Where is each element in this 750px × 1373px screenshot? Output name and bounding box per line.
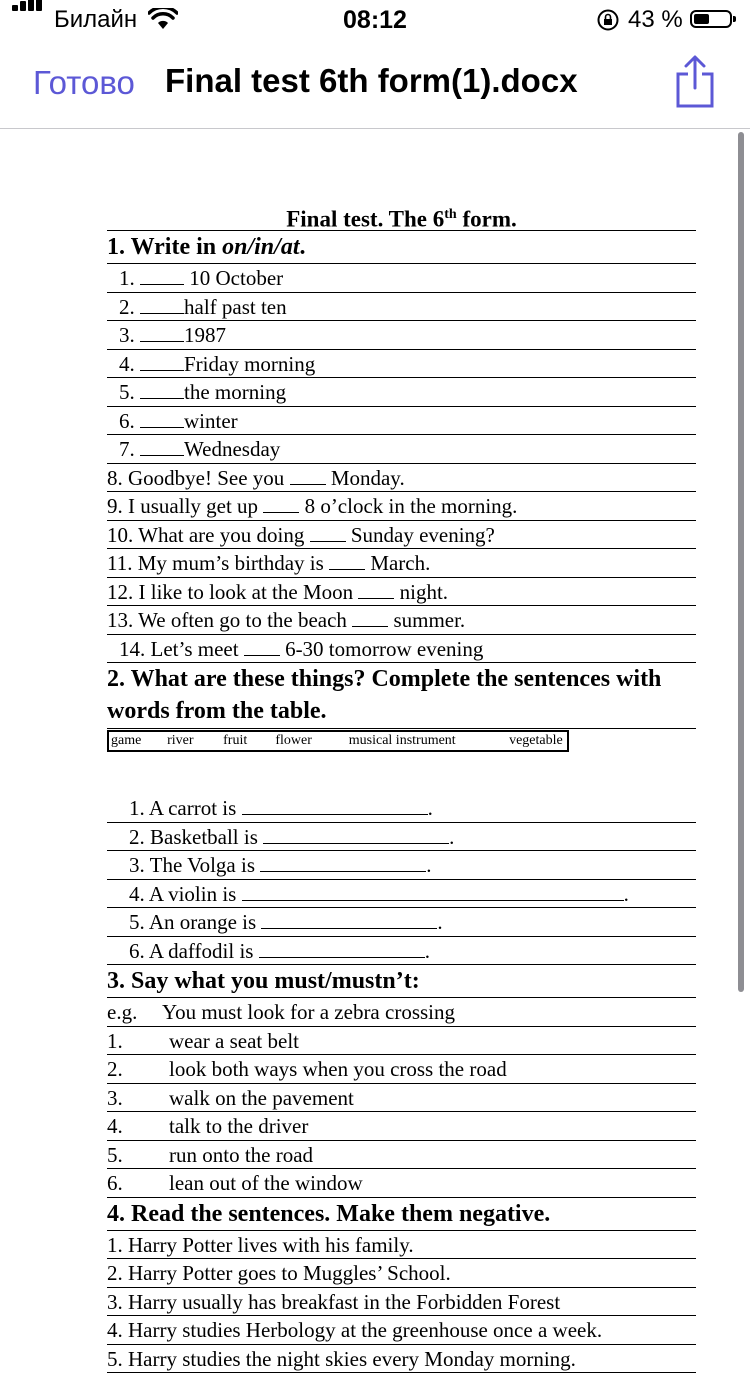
answer-blank[interactable]: [261, 909, 437, 929]
item-text: winter: [184, 409, 238, 433]
section-2-heading: 2. What are these things? Complete the sentences with words from the table.: [107, 663, 696, 729]
document-title: Final test 6th form(1).docx: [165, 62, 578, 100]
word-table: [107, 730, 569, 752]
doc-title: Final test. The 6th form.: [107, 199, 696, 231]
exercise-1-sentence: [107, 521, 696, 550]
section-1-heading: 1. Write in on/in/at.: [107, 231, 696, 264]
item-number: 1.: [119, 266, 135, 290]
item-period: .: [425, 939, 430, 963]
battery-icon: [690, 10, 732, 28]
carrier-name: Билайн: [54, 6, 137, 34]
exercise-4-item: 4. Harry studies Herbology at the greenhouse once a week.: [107, 1316, 696, 1345]
word-table-cell: fruit: [221, 732, 273, 750]
exercise-1-sentence: [107, 492, 696, 521]
exercise-2-item: [107, 908, 696, 937]
item-period: .: [426, 853, 431, 877]
item-number: 7.: [119, 437, 135, 461]
word-table-cell: musical instrument: [347, 732, 507, 750]
navigation-bar: [0, 40, 750, 129]
answer-blank[interactable]: [244, 636, 280, 656]
answer-blank[interactable]: [242, 881, 624, 901]
sentence-start: 14. Let’s meet: [119, 637, 244, 661]
sentence-start: 12. I like to look at the Moon: [107, 580, 358, 604]
item-text: the morning: [184, 380, 286, 404]
exercise-3-item: [107, 1027, 696, 1056]
sentence-end: summer.: [388, 608, 465, 632]
section-3-heading: 3. Say what you must/mustn’t:: [107, 965, 696, 998]
answer-blank[interactable]: [352, 607, 388, 627]
sentence-end: Monday.: [326, 466, 405, 490]
battery-percentage: 43 %: [628, 6, 683, 34]
item-number: 6.: [107, 1170, 169, 1196]
sentence-start: 8. Goodbye! See you: [107, 466, 290, 490]
item-text: 1987: [184, 323, 226, 347]
word-table-cell: game: [109, 732, 165, 750]
exercise-1-sentence: [107, 464, 696, 493]
status-bar: [0, 0, 750, 40]
exercise-3-item: [107, 1112, 696, 1141]
exercise-1-item: [107, 435, 696, 464]
clock: 08:12: [0, 6, 750, 35]
answer-blank[interactable]: [263, 824, 449, 844]
item-text: 6. A daffodil is: [129, 939, 259, 963]
exercise-4-item: 5. Harry studies the night skies every Monday morning.: [107, 1345, 696, 1373]
exercise-1-item: [107, 293, 696, 322]
item-number: 5.: [119, 380, 135, 404]
section-4-heading: 4. Read the sentences. Make them negative.: [107, 1198, 696, 1231]
document-page: [107, 199, 696, 1373]
exercise-3-item: [107, 1169, 696, 1198]
exercise-4-item: 1. Harry Potter lives with his family.: [107, 1231, 696, 1260]
item-text: talk to the driver: [169, 1114, 308, 1138]
exercise-1-sentence: [107, 549, 696, 578]
exercise-4-item: 2. Harry Potter goes to Muggles’ School.: [107, 1259, 696, 1288]
answer-blank[interactable]: [140, 408, 184, 428]
item-number: 4.: [107, 1113, 169, 1139]
share-icon[interactable]: [672, 54, 718, 110]
item-number: 2.: [107, 1056, 169, 1082]
example-row: e.g. You must look for a zebra crossing: [107, 998, 696, 1027]
answer-blank[interactable]: [259, 938, 425, 958]
answer-blank[interactable]: [140, 379, 184, 399]
sentence-end: night.: [394, 580, 448, 604]
sentence-start: 10. What are you doing: [107, 523, 310, 547]
item-period: .: [449, 825, 454, 849]
item-text: Friday morning: [184, 352, 315, 376]
answer-blank[interactable]: [260, 852, 426, 872]
exercise-2-item: [107, 794, 696, 823]
item-period: .: [624, 882, 629, 906]
exercise-2-item: [107, 823, 696, 852]
item-text: 1. A carrot is: [129, 796, 242, 820]
answer-blank[interactable]: [290, 465, 326, 485]
item-text: walk on the pavement: [169, 1086, 354, 1110]
item-text: 4. A violin is: [129, 882, 242, 906]
sentence-end: 8 o’clock in the morning.: [299, 494, 517, 518]
sentence-start: 13. We often go to the beach: [107, 608, 352, 632]
item-text: look both ways when you cross the road: [169, 1057, 507, 1081]
exercise-2-item: [107, 937, 696, 966]
answer-blank[interactable]: [140, 351, 184, 371]
item-text: 3. The Volga is: [129, 853, 260, 877]
sentence-start: 11. My mum’s birthday is: [107, 551, 329, 575]
exercise-2-item: [107, 851, 696, 880]
answer-blank[interactable]: [358, 579, 394, 599]
answer-blank[interactable]: [329, 550, 365, 570]
exercise-2-item: [107, 880, 696, 909]
exercise-3-item: [107, 1084, 696, 1113]
answer-blank[interactable]: [140, 322, 184, 342]
item-text: 10 October: [184, 266, 283, 290]
item-number: 2.: [119, 295, 135, 319]
word-table-cell: river: [165, 732, 221, 750]
exercise-1-item: [107, 378, 696, 407]
item-period: .: [428, 796, 433, 820]
exercise-1-item: [107, 407, 696, 436]
item-number: 6.: [119, 409, 135, 433]
exercise-1-sentence: [107, 578, 696, 607]
exercise-3-item: [107, 1141, 696, 1170]
item-number: 5.: [107, 1142, 169, 1168]
scrollbar[interactable]: [738, 132, 744, 992]
exercise-1-sentence: [107, 635, 696, 664]
exercise-1-item: [107, 264, 696, 293]
item-number: 3.: [119, 323, 135, 347]
item-number: 3.: [107, 1085, 169, 1111]
sentence-start: 9. I usually get up: [107, 494, 263, 518]
answer-blank[interactable]: [242, 795, 428, 815]
item-text: 2. Basketball is: [129, 825, 263, 849]
item-text: Wednesday: [184, 437, 280, 461]
item-number: 4.: [119, 352, 135, 376]
word-table-cell: vegetable: [507, 732, 567, 750]
answer-blank[interactable]: [140, 436, 184, 456]
exercise-4-item: 3. Harry usually has breakfast in the Forbidden Forest: [107, 1288, 696, 1317]
item-text: 5. An orange is: [129, 910, 261, 934]
word-table-cell: flower: [273, 732, 346, 750]
item-text: lean out of the window: [169, 1171, 363, 1195]
done-button[interactable]: Готово: [33, 64, 135, 102]
exercise-1-item: [107, 321, 696, 350]
battery-level-fill: [694, 14, 709, 24]
answer-blank[interactable]: [263, 493, 299, 513]
exercise-1-sentence: [107, 606, 696, 635]
item-text: half past ten: [184, 295, 287, 319]
item-text: run onto the road: [169, 1143, 313, 1167]
sentence-end: Sunday evening?: [346, 523, 495, 547]
exercise-1-item: [107, 350, 696, 379]
answer-blank[interactable]: [140, 294, 184, 314]
item-text: wear a seat belt: [169, 1029, 299, 1053]
sentence-end: 6-30 tomorrow evening: [280, 637, 484, 661]
item-number: 1.: [107, 1028, 169, 1054]
exercise-3-item: [107, 1055, 696, 1084]
sentence-end: March.: [365, 551, 430, 575]
answer-blank[interactable]: [310, 522, 346, 542]
item-period: .: [437, 910, 442, 934]
answer-blank[interactable]: [140, 265, 184, 285]
orientation-lock-icon: [596, 9, 620, 31]
